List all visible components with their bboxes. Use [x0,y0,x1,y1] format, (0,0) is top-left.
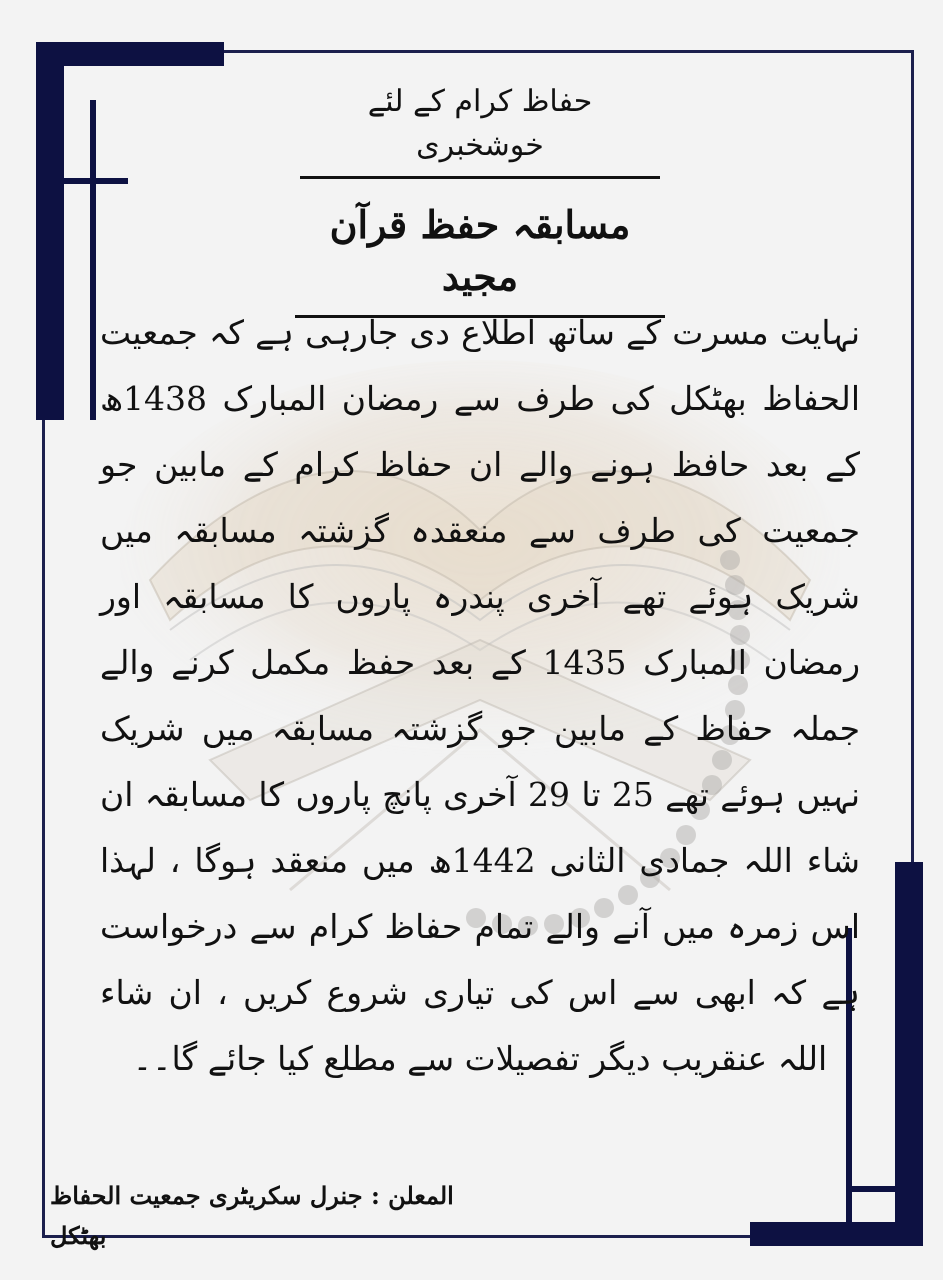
notice-body: نہایت مسرت کے ساتھ اطلاع دی جارہی ہے کہ جمعیت الحفاظ بھٹکل کی طرف سے رمضان المبارک 1438ھ کے بعد حافظ ہونے والے ان حفاظ کرام کے مابین جو جمعیت کی طرف سے منعقدہ گزشتہ مسابقہ میں شریک ہوئے تھے آخری پندرہ پاروں کا مسابقہ اور رمضان المبارک 1435 کے بعد حفظ مکمل کرنے والے جملہ حفاظ کے مابین جو گزشتہ مسابقہ میں شریک نہیں ہوئے تھے 25 تا 29 آخری پانچ پاروں کا مسابقہ ان شاء اللہ جمادی الثانی 1442ھ میں منعقد ہوگا ، لہذا اس زمرہ میں آنے والے تمام حفاظ کرام سے درخواست ہے کہ ابھی سے اس کی تیاری شروع کریں ، ان شاء اللہ عنقریب دیگر تفصیلات سے مطلع کیا جائے گا۔۔ [100,313,861,1078]
corner-line-top-left-vertical [90,100,96,420]
corner-line-bottom-right-horizontal [846,1186,923,1192]
corner-bar-top-left-horizontal [36,42,224,66]
notice-title: مسابقہ حفظ قرآن مجید [295,199,665,318]
corner-bar-bottom-right-horizontal [750,1222,923,1246]
announcer-line: المعلن : جنرل سکریٹری جمعیت الحفاظ بھٹکل [50,1181,454,1250]
notice-subtitle: حفاظ کرام کے لئے خوشخبری [300,80,660,179]
notice-header [100,80,860,318]
corner-bar-top-left-vertical [36,42,64,420]
